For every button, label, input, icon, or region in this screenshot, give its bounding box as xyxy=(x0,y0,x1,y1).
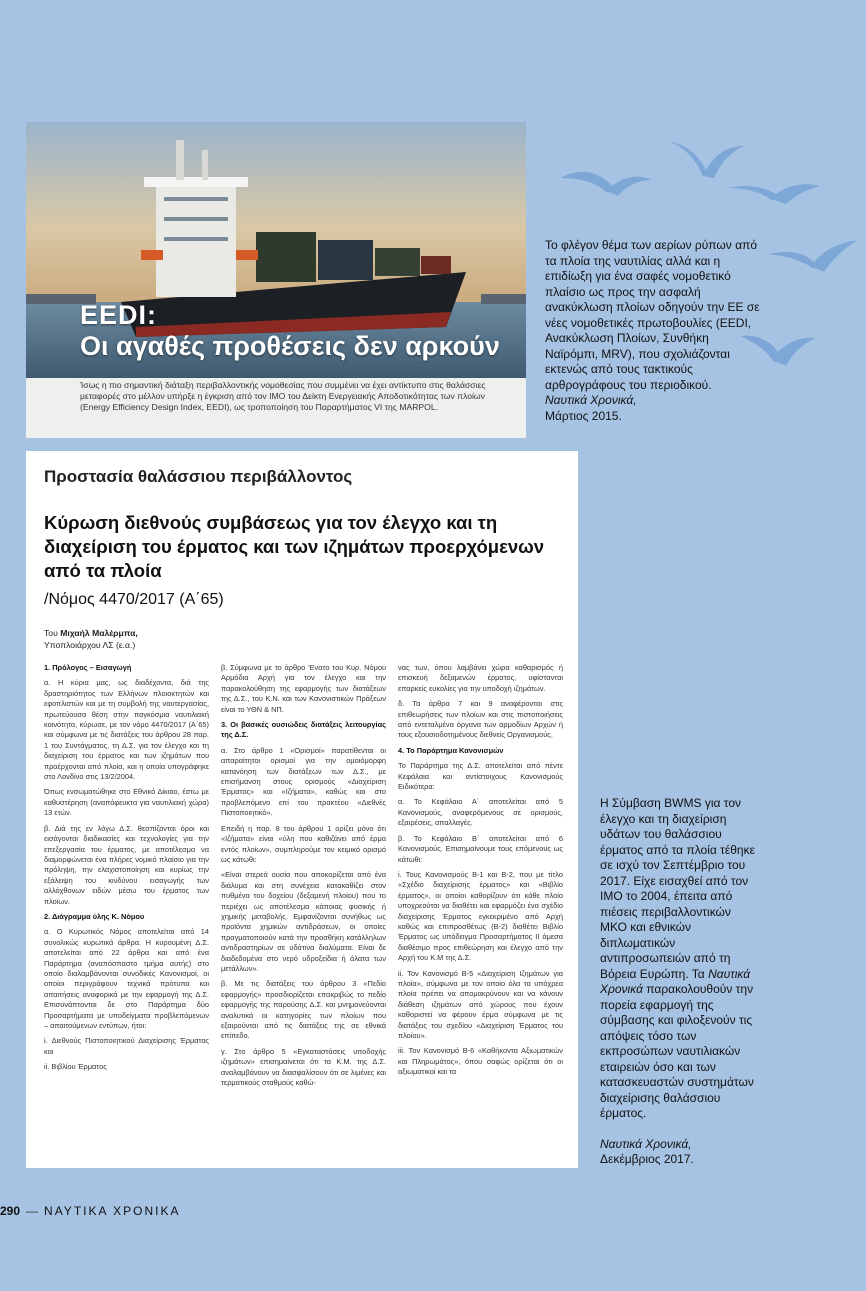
paragraph: Επειδή η παρ. 8 του άρθρου 1 ορίζει μόνο ότι «Ιζήματα» είναι «ύλη που καθιζάνει από έρμα εντός πλοίων», συμπληρούμε τον κειμικό ορισμό ως κάτωθι: xyxy=(221,823,386,864)
author-byline xyxy=(44,627,138,651)
paragraph: νας των, όπου λαμβάνει χώρα καθαρισμός ή επισκευή δεξαμενών έρματος, υφίστανται επαρκείς ευκολίες για την υποδοχή ιζημάτων. xyxy=(398,663,563,693)
seagull-icon xyxy=(768,240,858,272)
caption-date: Μάρτιος 2015. xyxy=(545,408,622,423)
seagull-icon xyxy=(670,142,744,178)
paragraph: γ. Στο άρθρο 5 «Εγκαταστάσεις υποδοχής ιζημάτων» επισημαίνεται ότι τα Κ.Μ. της Δ.Σ. αναλαμβάνουν να διασφαλίσουν ότι σε λιμένες και τερματικούς σταθμούς καθώ- xyxy=(221,1046,386,1088)
paragraph: β. Σύμφωνα με το άρθρο 'Ενατο του Κυρ. Νόμου Αρμόδια Αρχή για τον έλεγχο και την παρακολούθηση της εφαρμογής των διατάξεων της Δ.Σ., του Κ.Ν. και των Κανονιστικών Πράξεων είναι το ΥΘΝ & ΝΠ. xyxy=(221,663,386,714)
paragraph: α. Το Κεφάλαιο Α΄ αποτελείται από 5 Κανονισμούς, αναφερόμενους σε ορισμούς, εξαιρέσεις, απαλλαγές. xyxy=(398,797,563,828)
author-role: Υποπλοιάρχου ΛΣ (ε.α.) xyxy=(44,640,136,650)
paragraph: Όπως ενσωματώθηκε στο Εθνικό Δίκαιο, έστω με καθυστέρηση (αναπόφευκτα για ναυτιλιακή χώρα) 13 ετών. xyxy=(44,787,209,818)
magazine-name: ΝΑΥΤΙΚΑ ΧΡΟΝΙΚΑ xyxy=(44,1204,181,1218)
paragraph: β. Διά της εν λόγω Δ.Σ. θεσπίζονται όροι και εισάγονται διαδικασίες και τεχνολογίες για την επεξεργασία του έρματος, με αποτέλεσμα να διαμορφώνεται ένα πλήρες νομικό πλαίσιο για την πρόληψη, την ελαχιστοποίηση και κυρίως την εξάλειψη του κινδύνου εισαγωγής των αλλόχθονων ειδών μέσω του έρματος των πλοίων. xyxy=(44,823,209,906)
subheading: 3. Οι βασικές ουσιώδεις διατάξεις λειτουργίας της Δ.Σ. xyxy=(221,720,386,740)
caption-date: Δεκέμβριος 2017. xyxy=(600,1152,694,1166)
article-title: Κύρωση διεθνούς συμβάσεως για τον έλεγχο και τη διαχείριση του έρματος και των ιζημάτων προερχόμενων από τα πλοία xyxy=(44,512,545,581)
headline-line-1: EEDI: xyxy=(80,300,158,330)
footer-separator: — xyxy=(26,1204,39,1218)
subheading: 2. Διάγραμμα ύλης Κ. Νόμου xyxy=(44,911,145,921)
subheading: 1. Πρόλογος – Εισαγωγή xyxy=(44,663,132,672)
caption-text-before: Η Σύμβαση BWMS για τον έλεγχο και τη διαχείριση υδάτων του θαλάσσιου έρματος από τα πλοία τέθηκε σε ισχύ τον Σεπτέμβριο του 2017. Είχε εισαχθεί από τον IMO το 2004, έπειτα από πιέσεις περιβαλλοντικών ΜΚΟ και εθνικών διπλωματικών αντιπροσωπειών από τη Βόρεια Ευρώπη. Τα xyxy=(600,796,755,981)
paragraph: ii. Βιβλίου Έρματος xyxy=(44,1062,107,1072)
article-column-3 xyxy=(398,663,563,1083)
caption-text: Το φλέγον θέμα των αερίων ρύπων από τα πλοία της ναυτιλίας αλλά και η επιδίωξη για ένα σαφές νομοθετικό πλαίσιο ως προς την ασφαλή ανακύκλωση πλοίων οδηγούν την ΕΕ σε νέες νομοθετικές πρωτοβουλίες (EEDI, Ανακύκλωση Πλοίων, Συνθήκη Ναϊρόμπι, MRV), που σχολιάζονται εκτενώς από τους τακτικούς αρθρογράφους του περιοδικού. xyxy=(545,238,760,392)
article-column-1 xyxy=(44,663,209,1078)
seagull-icon xyxy=(728,184,820,204)
article-column-2 xyxy=(221,663,386,1093)
caption-magazine-name: Ναυτικά Χρονικά xyxy=(600,966,751,996)
paragraph: α. Η κύρια μας, ως διαδέχοντα, διά της δραστηριότητος των Ελλήνων πλοιοκτητών και εφοπλιστών και με τη συμβολή της ναυτεργασίας, πρωτεύουσα θέση στην παγκόσμια ναυτιλιακή κοινότητα, κύρωσε, με τον νόμο 4470/2017 (Α΄65) και σύμφωνα με τις διατάξεις του άρθρου 28 παρ. 1 του Συντάγματος, τη Δ.Σ. για τον έλεγχο και τη διαχείριση του έρματος και των ιζημάτων που προέρχονται από πλοία, και η οποία υπογράφηκε στο Λονδίνο στις 13/2/2004. xyxy=(44,678,209,782)
paragraph: «Είναι στερεά ουσία που αποκορίζεται από ένα διάλυμα και στη συνέχεια κατακαθίζει στον πυθμένα του δοχείου (δεξαμενή πλοίου) που το περιέχει ως αποτέλεσμα κάποιας φυσικής ή χημικής μεταβολής. Εμφανίζονται συνήθως ως προϊόντα χημικών αντιδράσεων, οι οποίες πραγματοποιούν κατά την προσθήκη κατάλληλων αντιδραστηρίων σε υδάτινα διαλύματα. Είναι δε διαδεδομένα στο νερό υδροξείδια ή άλατα των μετάλλων». xyxy=(221,870,386,973)
paragraph: i. Διεθνούς Πιστοποιητικού Διαχείρισης Έρματος και xyxy=(44,1036,209,1056)
caption-text xyxy=(600,796,760,1122)
paragraph: iii. Τον Κανονισμό Β-6 «Καθήκοντα Αξιωματικών και Πληρωμάτος», όπου σαφώς ορίζεται ότι οι αξιωματικοί και τα xyxy=(398,1046,563,1077)
subheading: 4. Το Παράρτημα Κανονισμών xyxy=(398,745,504,755)
law-reference: /Νόμος 4470/2017 (Α΄65) xyxy=(44,591,224,608)
caption-text-after: παρακολουθούν την πορεία εφαρμογή της σύμβασης και φιλοξενούν τις απόψεις τόσο των εκπροσώπων ναυτιλιακών εταιρειών όσο και των κατασκευαστών συστημάτων διαχείρισης θαλάσσιου έρματος. xyxy=(600,982,754,1120)
page-number: 290 xyxy=(0,1204,21,1218)
paragraph: α. Στο άρθρο 1 «Ορισμοί» παρατίθενται οι απαραίτητοι ορισμοί για την ομοιόμορφη κατανόηση των διατάξεων των Δ.Σ., με επισήμανση στους ορισμούς «Διαχείριση Έρματος» και «Ιζήματα», καθώς και στο προβλεπόμενο επί του πρακτέου «Διεθνές Πιστοποιητικό». xyxy=(221,745,386,818)
law-article-clipping xyxy=(26,451,578,1168)
headline-line-2: Οι αγαθές προθέσεις δεν αρκούν xyxy=(80,331,500,361)
caption-source: Ναυτικά Χρονικά, xyxy=(600,1136,692,1151)
ship-article-intro: Ίσως η πιο σημαντική διάταξη περιβαλλοντικής νομοθεσίας που συμμένει να έχει αντίκτυπο στις θαλάσσιες μεταφορές στο μέλλον υπήρξε η έγκριση από τον ΙΜΟ του Δείκτη Ενεργειακής Αποδοτικότητας των πλοίων (Energy Efficiency Design Index, EEDI), ως τροποποίηση του Παραρτήματος VI της MARPOL. xyxy=(80,380,486,412)
caption-ship-article xyxy=(545,238,760,424)
author-name: Μιχαήλ Μαλέρμπα, xyxy=(60,628,138,638)
paragraph: β. Με τις διατάξεις του άρθρου 3 «Πεδίο εφαρμογής» προσδιορίζεται επακριβώς το πεδίο εφαρμογής της παρούσης Δ.Σ. και μνημονεύονται αναλυτικά οι κατηγορίες των πλοίων που εξαιρούνται από τις διατάξεις της σε εθνικά επίπεδο. xyxy=(221,979,386,1041)
paragraph: β. Το Κεφάλαιο Β΄ αποτελείται από 6 Κανονισμούς. Επισημαίνουμε τους επόμενους ως κάτωθι: xyxy=(398,833,563,864)
ship-article-headline xyxy=(80,300,500,362)
caption-source: Ναυτικά Χρονικά, xyxy=(545,393,637,407)
paragraph: α. Ο Κυρωτικός Νόμος αποτελείται από 14 συνολικώς κυρωτικά άρθρα. Η κυρουμένη Δ.Σ. αποτελείται από 22 άρθρα και από ένα Παράρτημα (αναπόσπαστο τμήμα αυτής) στο οποίο διαλαμβάνονται συνοδικές Κανονισμοί, οι οποίοι περιγράφουν τεχνικά πρότυπα και απαιτήσεις αναφορικά με την εφαρμογή της Δ.Σ. Επισυνάπτονται δε στο Παράρτημα δύο Προσαρτήματα με υποδείγματα προβλεπόμενων – απαιτούμενων εντύπων, ήτοι: xyxy=(44,927,209,1030)
paragraph: Το Παράρτημα της Δ.Σ. αποτελείται από πέντε Κεφάλαια και αντίστοιχους Κανονισμούς Ειδικότερα: xyxy=(398,761,563,792)
caption-law-article xyxy=(600,796,760,1168)
paragraph: i. Τους Κανονισμούς Β-1 και Β-2, που με τίτλο «Σχέδιο διαχείρισης έρματος» και «Βιβλίο έρματος», οι οποίοι καθορίζουν ότι κάθε πλοίο υποχρεούται να διαθέτει και εφαρμόζει ένα σχέδιο διαχείρισης Έρματος εγκεκριμένο από Αρχή καθώς και επιπροσθέτως (Β-2) διαθέτει Βιβλίο Έρματος ως υπόδειγμα Προσαρτήματος ΙΙ άμεσα διαθέσιμο προς επιθεώρηση και έλεγχο από την Αρχή του Κ.Μ της Δ.Σ. xyxy=(398,869,563,963)
author-prefix: Του xyxy=(44,628,58,638)
paragraph: δ. Τα άρθρα 7 και 9 αναφέρονται στις επιθεωρήσεις των πλοίων και στις πιστοποιήσεις από εντεταλμένα όργανα των αρμοδίων Αρχών ή τους εξουσιοδοτημένους διεθνείς Οργανισμούς. xyxy=(398,699,563,740)
seagull-icon xyxy=(560,172,652,196)
page-footer xyxy=(0,1204,181,1218)
ship-article-clipping xyxy=(26,122,526,438)
section-heading: Προστασία θαλάσσιου περιβάλλοντος xyxy=(44,467,353,486)
paragraph: ii. Τον Κανονισμό Β-5 «Διαχείριση Ιζημάτων για πλοία», σύμφωνα με τον οποίο όλα τα υπόχρεα πλοία πρέπει να απομακρύνουν και να κάνουν διάθεση ιζημάτων από χώρους που έχουν καθοριστεί να φέρουν έρμα σύμφωνα με τις διατάξεις του σχεδίου «Διαχείριση Έρματος του πλοίου». xyxy=(398,968,563,1040)
